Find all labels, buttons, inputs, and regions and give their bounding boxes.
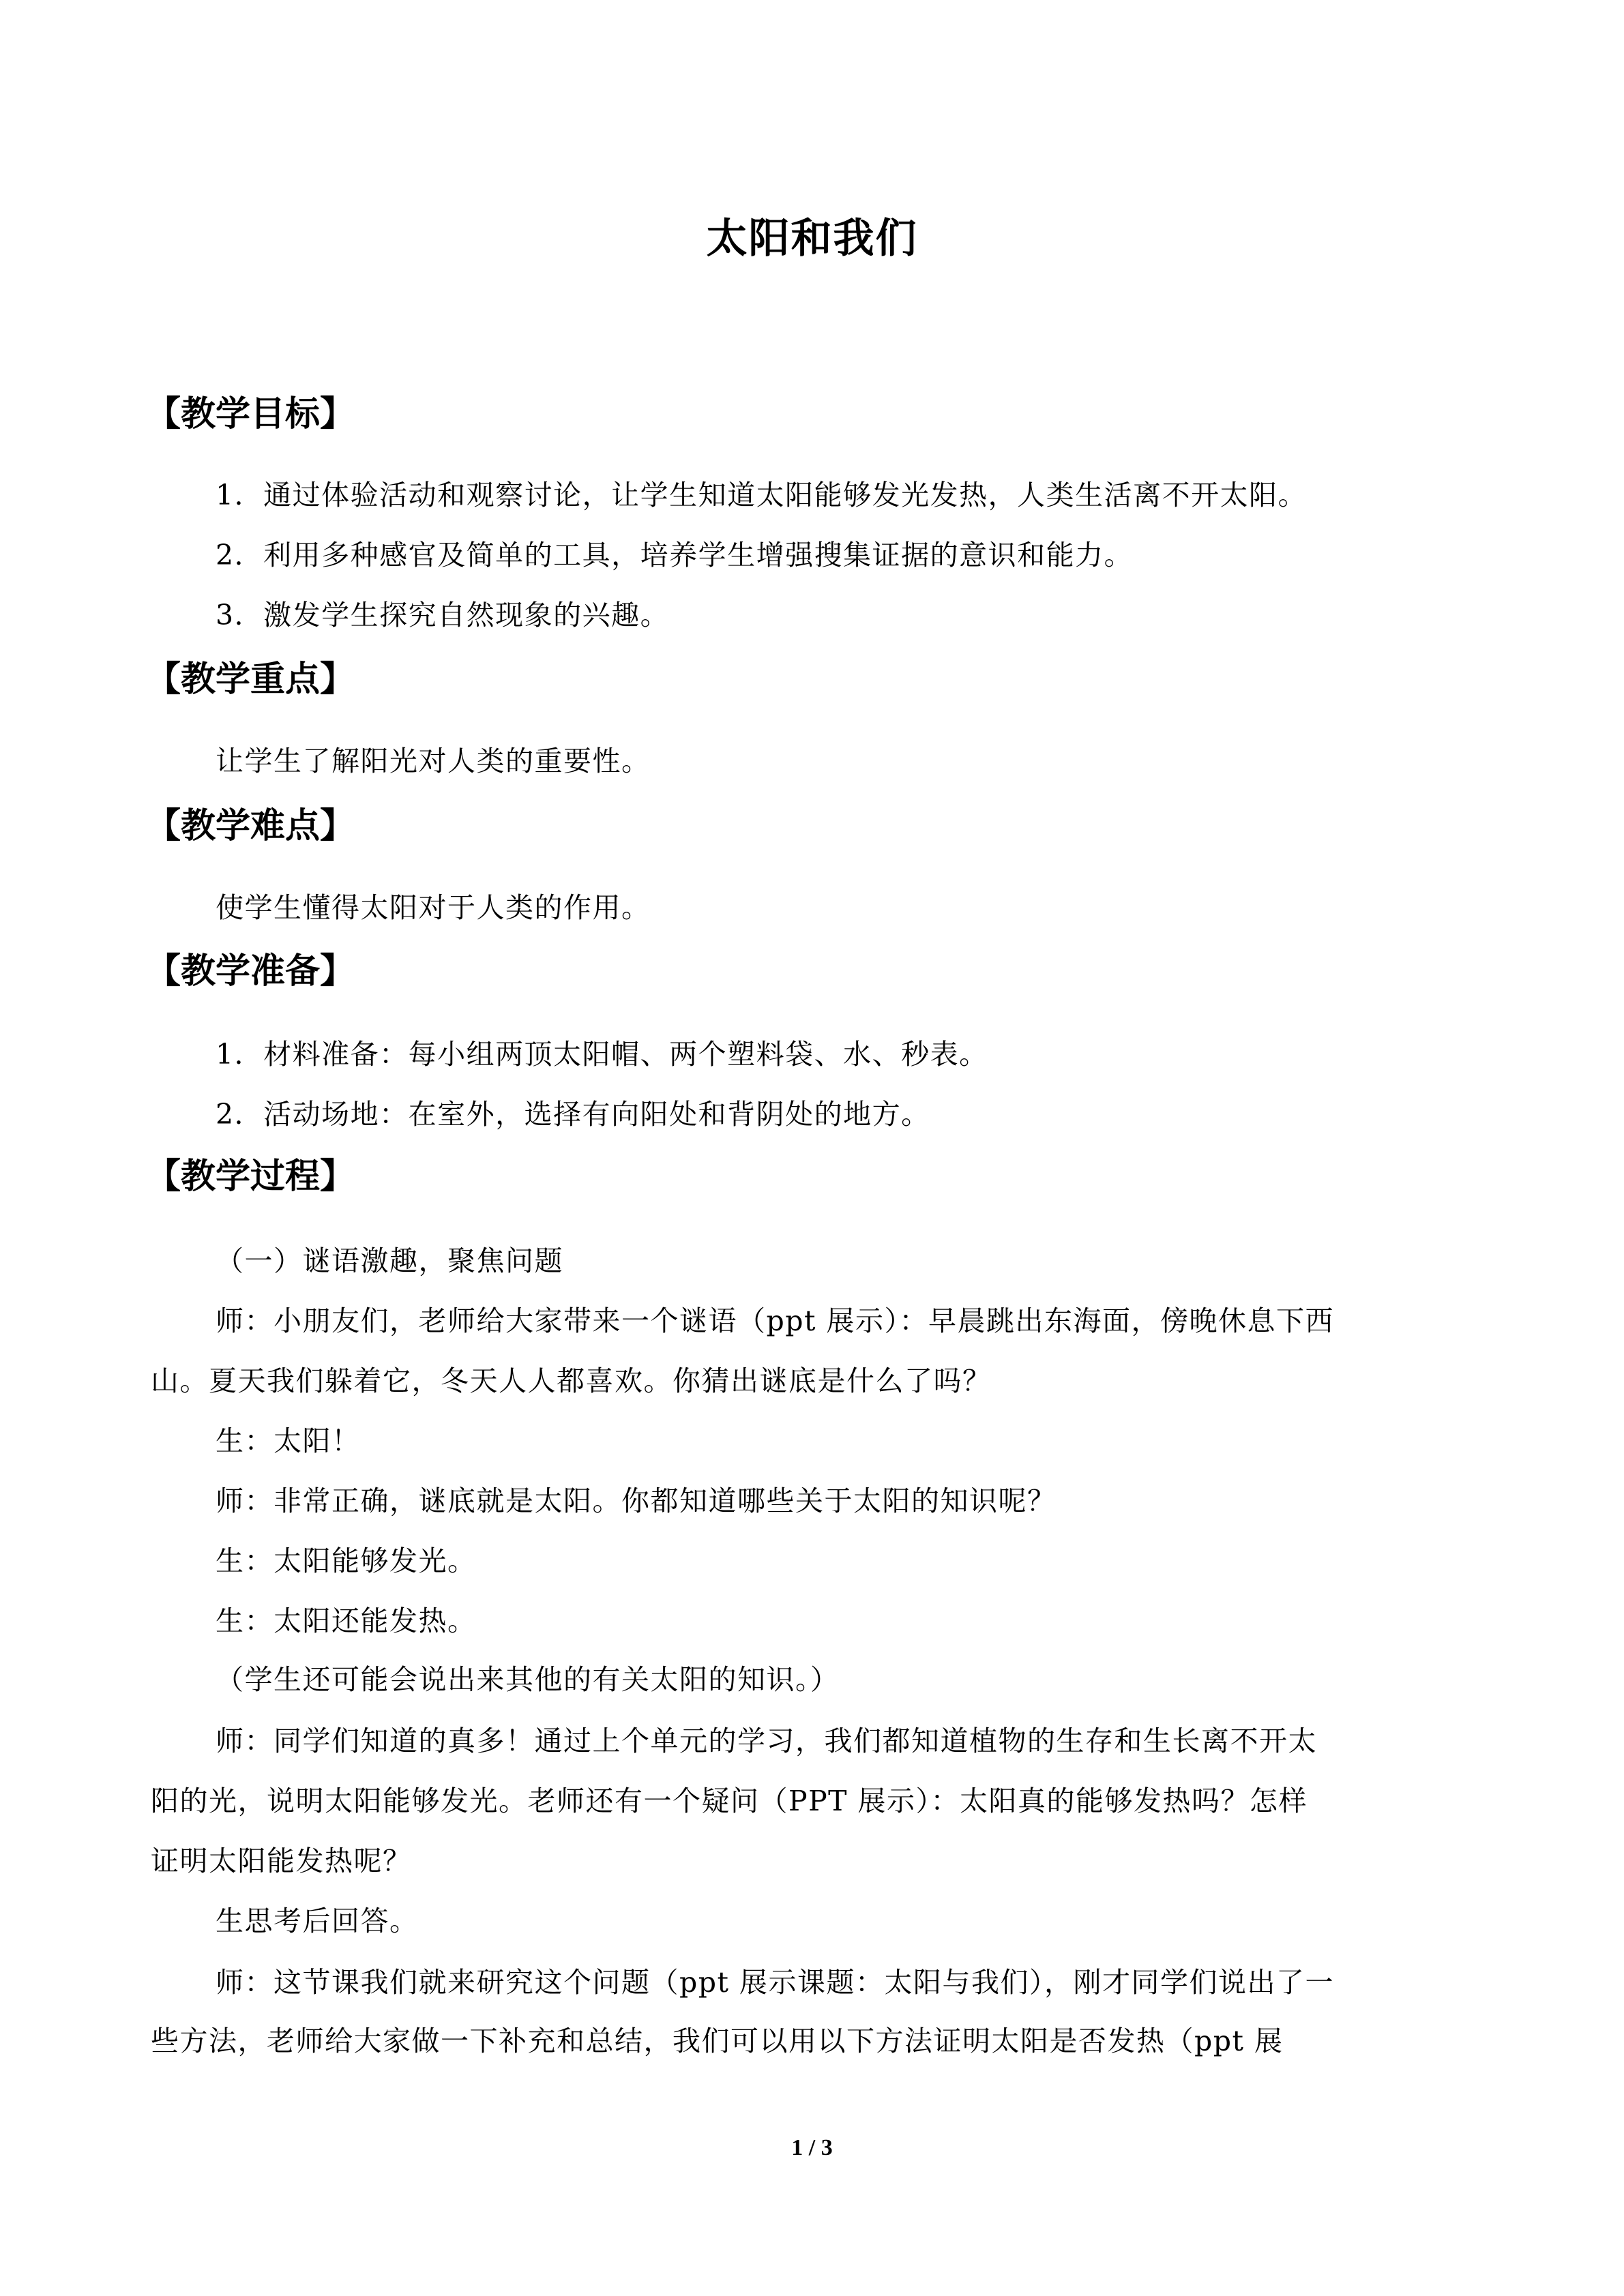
process-paragraph: 师：小朋友们，老师给大家带来一个谜语（ppt 展示）：早晨跳出东海面，傍晚休息下西 — [216, 1304, 1334, 1337]
objective-item: 2．利用多种感官及简单的工具，培养学生增强搜集证据的意识和能力。 — [216, 539, 1134, 571]
process-paragraph-cont: 山。夏天我们躲着它，冬天人人都喜欢。你猜出谜底是什么了吗？ — [151, 1365, 992, 1397]
section-heading-difficulties: 【教学难点】 — [146, 806, 355, 846]
objective-item: 3．激发学生探究自然现象的兴趣。 — [216, 599, 670, 631]
process-paragraph: 生：太阳能够发光。 — [216, 1545, 477, 1577]
process-paragraph-cont: 些方法，老师给大家做一下补充和总结，我们可以用以下方法证明太阳是否发热（ppt 展 — [151, 2025, 1284, 2057]
process-paragraph: 生：太阳还能发热。 — [216, 1605, 477, 1637]
section-heading-process: 【教学过程】 — [146, 1157, 355, 1197]
process-paragraph: 师：这节课我们就来研究这个问题（ppt 展示课题：太阳与我们），刚才同学们说出了一 — [216, 1966, 1334, 1999]
process-subheading: （一）谜语激趣，聚焦问题 — [216, 1244, 563, 1277]
document-title: 太阳和我们 — [706, 215, 918, 263]
process-paragraph-cont: 证明太阳能发热呢？ — [151, 1845, 412, 1877]
process-paragraph-cont: 阳的光，说明太阳能够发光。老师还有一个疑问（PPT 展示）：太阳真的能够发热吗？怎样 — [151, 1785, 1308, 1817]
process-paragraph: 师：非常正确，谜底就是太阳。你都知道哪些关于太阳的知识呢？ — [216, 1485, 1057, 1517]
process-paragraph: （学生还可能会说出来其他的有关太阳的知识。） — [216, 1663, 840, 1696]
process-paragraph: 生思考后回答。 — [216, 1905, 419, 1937]
process-paragraph: 生：太阳！ — [216, 1425, 361, 1457]
section-heading-objectives: 【教学目标】 — [146, 394, 355, 434]
preparation-item: 2．活动场地：在室外，选择有向阳处和背阴处的地方。 — [216, 1098, 930, 1131]
key-point-text: 让学生了解阳光对人类的重要性。 — [216, 745, 651, 777]
objective-item: 1．通过体验活动和观察讨论，让学生知道太阳能够发光发热，人类生活离不开太阳。 — [216, 479, 1308, 511]
section-heading-key-points: 【教学重点】 — [146, 659, 355, 700]
process-paragraph: 师：同学们知道的真多！通过上个单元的学习，我们都知道植物的生存和生长离不开太 — [216, 1725, 1317, 1757]
difficulty-text: 使学生懂得太阳对于人类的作用。 — [216, 891, 651, 924]
page-number: 1 / 3 — [791, 2135, 833, 2160]
section-heading-preparation: 【教学准备】 — [146, 951, 355, 992]
preparation-item: 1．材料准备：每小组两顶太阳帽、两个塑料袋、水、秒表。 — [216, 1038, 988, 1071]
